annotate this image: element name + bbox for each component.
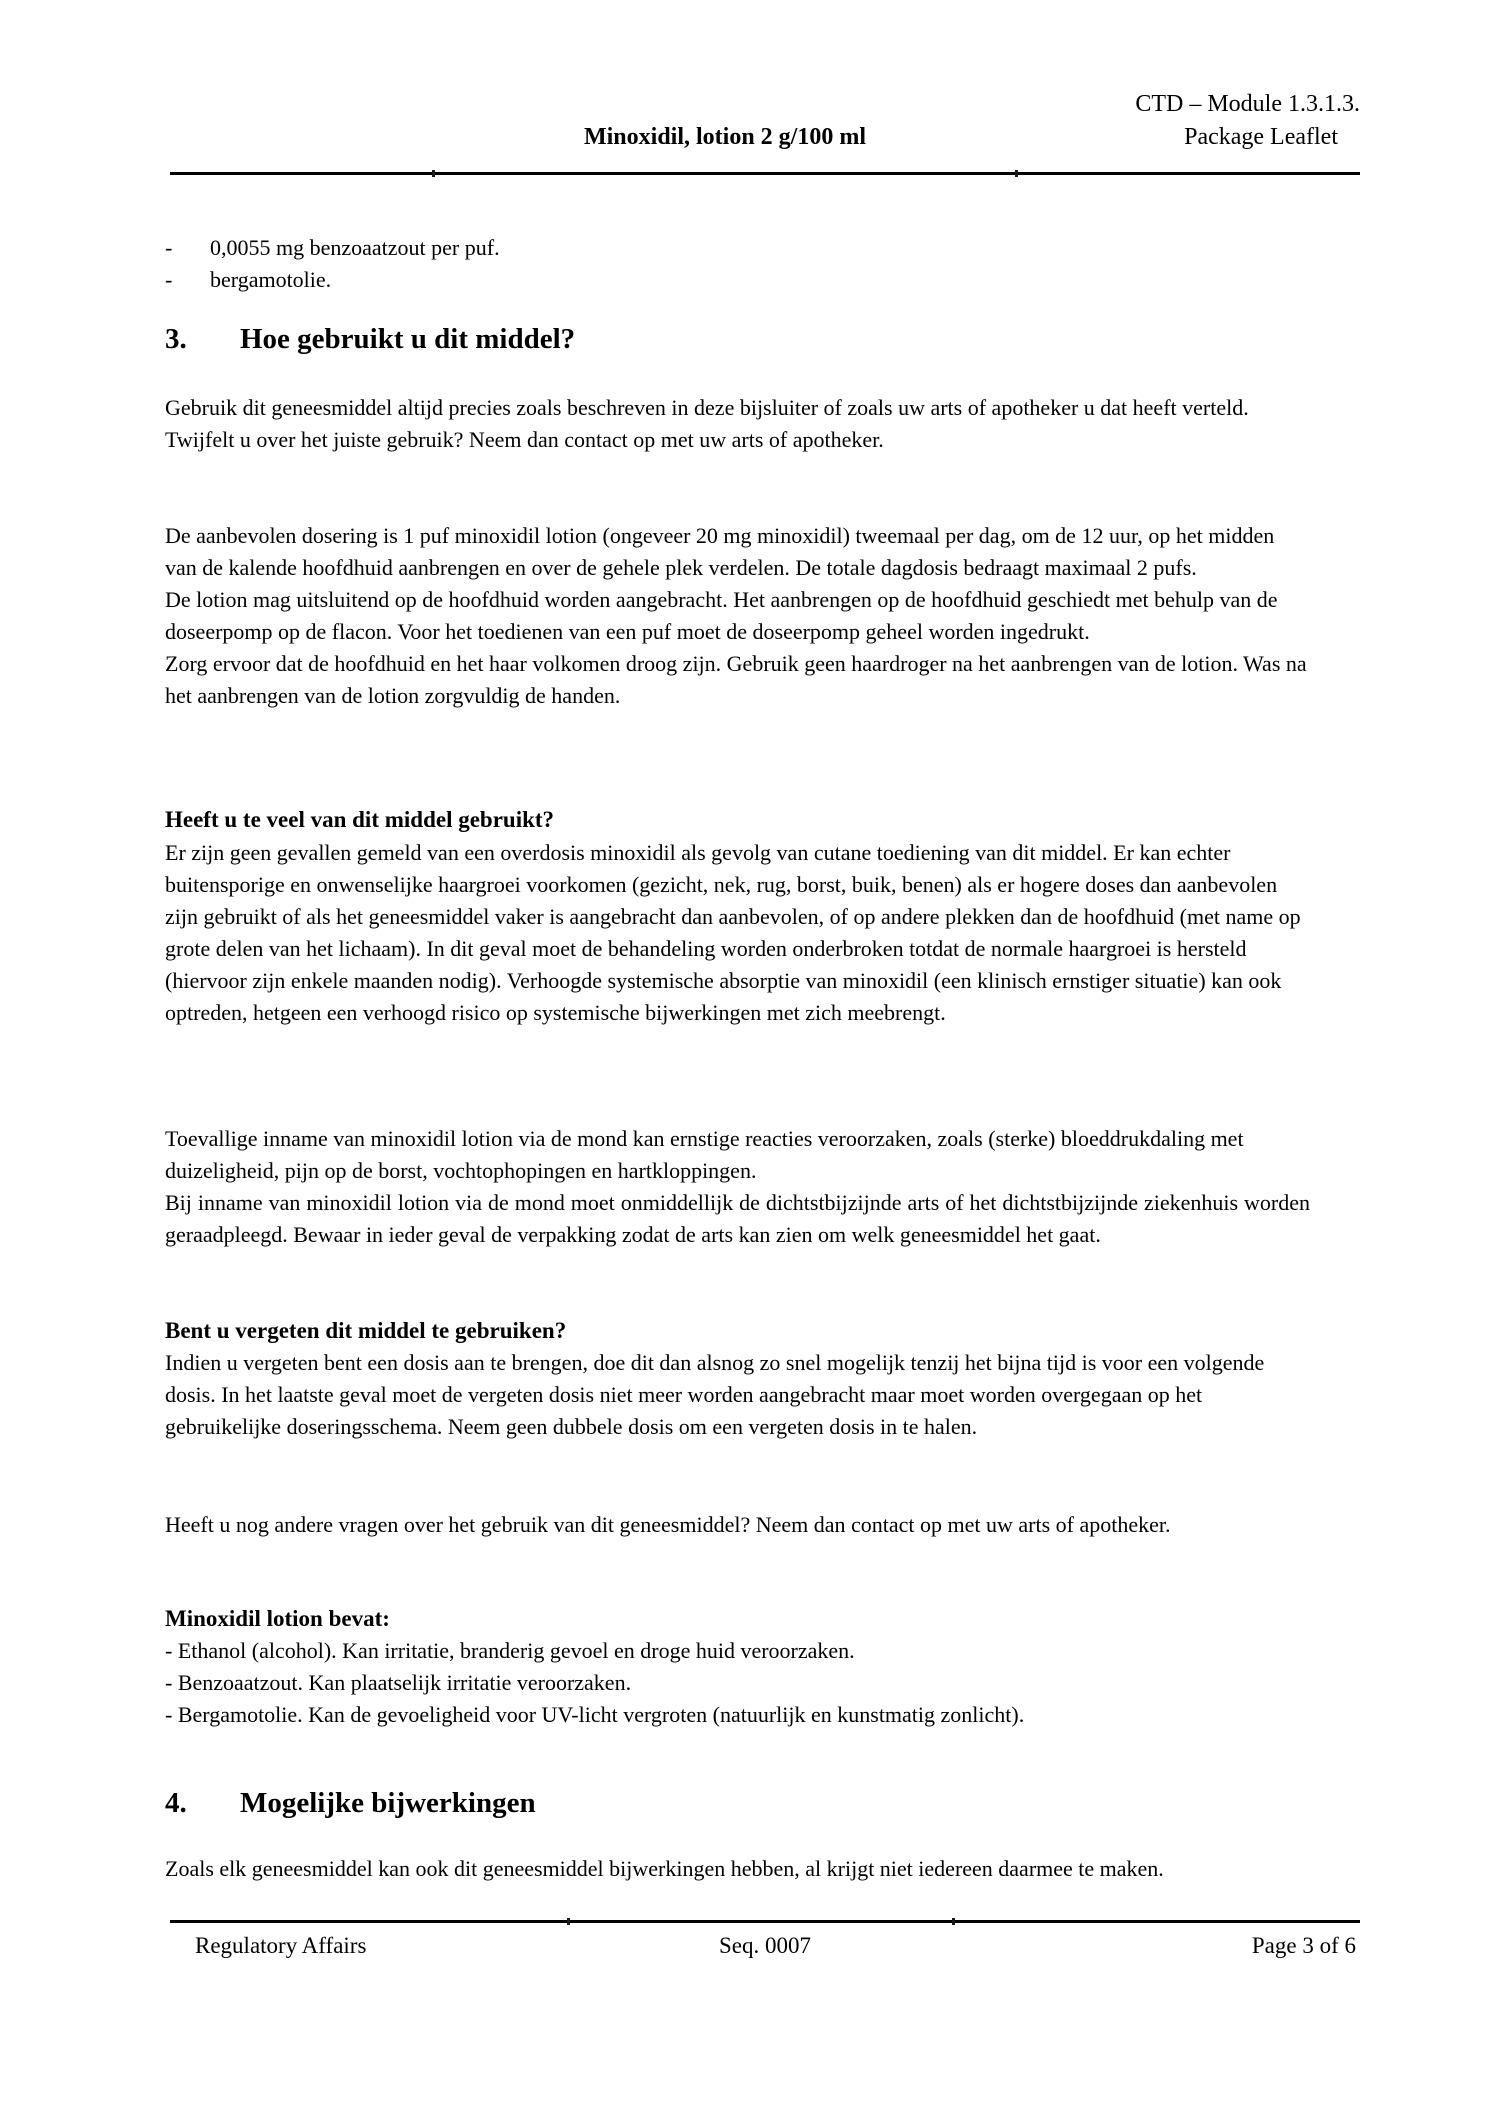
oral-intake-block xyxy=(165,1123,1310,1251)
footer-rule-tick xyxy=(567,1918,570,1925)
document-type-label: Package Leaflet xyxy=(1184,124,1338,150)
header-rule-tick xyxy=(432,170,435,177)
section-number: 3. xyxy=(165,323,187,355)
subheading-contains: Minoxidil lotion bevat: xyxy=(165,1606,390,1631)
footer-page-number: Page 3 of 6 xyxy=(1251,1933,1356,1958)
contains-list xyxy=(165,1635,1310,1731)
excipient-list xyxy=(165,232,1310,296)
header-module-line: CTD – Module 1.3.1.3. xyxy=(1135,91,1360,117)
excipient-item-text: 0,0055 mg benzoaatzout per puf. xyxy=(210,235,500,260)
paragraph-usage-intro: Gebruik dit geneesmiddel altijd precies zoals beschreven in deze bijsluiter of zoals uw arts of apotheker u dat heeft verteld. Twijfelt u over het juiste gebruik? Neem dan contact op met uw arts of apotheker. xyxy=(165,395,1249,452)
list-dash-marker: - xyxy=(165,267,173,292)
section-title: Mogelijke bijwerkingen xyxy=(240,1787,536,1819)
footer-rule-tick xyxy=(952,1918,955,1925)
paragraph-side-effects: Zoals elk geneesmiddel kan ook dit geneesmiddel bijwerkingen hebben, al krijgt niet iedereen daarmee te maken. xyxy=(165,1856,1164,1881)
section-3-heading xyxy=(165,322,1310,356)
section-title: Hoe gebruikt u dit middel? xyxy=(240,323,576,355)
subheading-forgot-dose: Bent u vergeten dit middel te gebruiken? xyxy=(165,1318,567,1343)
paragraph-forgot-dose: Indien u vergeten bent een dosis aan te brengen, doe dit dan alsnog zo snel mogelijk tenzij het bijna tijd is voor een volgende dosis. In het laatste geval moet de vergeten dosis niet meer worden aangebracht maar moet worden overgegaan op het gebruikelijke doseringsschema. Neem geen dubbele dosis om een vergeten dosis in te halen. xyxy=(165,1350,1265,1439)
excipient-item xyxy=(165,264,1310,296)
contains-item: - Ethanol (alcohol). Kan irritatie, branderig gevoel en droge huid veroorzaken. xyxy=(165,1638,855,1663)
document-title: Minoxidil, lotion 2 g/100 ml xyxy=(583,124,867,150)
section-number: 4. xyxy=(165,1787,187,1819)
header-title-row xyxy=(170,121,1360,155)
list-dash-marker: - xyxy=(165,235,173,260)
paragraph-oral-intake-2: Bij inname van minoxidil lotion via de mond moet onmiddellijk de dichtstbijzijnde arts of het dichtstbijzijnde ziekenhuis worden geraadpleegd. Bewaar in ieder geval de verpakking zodat de arts kan zien om welk geneesmiddel het gaat. xyxy=(165,1190,1310,1247)
section-4-heading xyxy=(165,1786,1310,1820)
footer-department: Regulatory Affairs xyxy=(195,1933,367,1958)
contains-item: - Benzoaatzout. Kan plaatselijk irritatie veroorzaken. xyxy=(165,1670,632,1695)
header-rule-tick xyxy=(1015,170,1018,177)
excipient-item-text: bergamotolie. xyxy=(210,267,332,292)
footer-rule xyxy=(170,1920,1360,1923)
subheading-overdose: Heeft u te veel van dit middel gebruikt? xyxy=(165,807,555,832)
paragraph-oral-intake-1: Toevallige inname van minoxidil lotion via de mond kan ernstige reacties veroorzaken, zoals (sterke) bloeddrukdaling met duizeligheid, pijn op de borst, vochtophopingen en hartkloppingen. xyxy=(165,1126,1244,1183)
paragraph-dosage-2: De lotion mag uitsluitend op de hoofdhuid worden aangebracht. Het aanbrengen op de hoofdhuid geschiedt met behulp van de doseerpomp op de flacon. Voor het toedienen van een puf moet de doseerpomp geheel worden ingedrukt. xyxy=(165,587,1278,644)
footer-sequence: Seq. 0007 xyxy=(719,1933,811,1958)
header-rule xyxy=(170,172,1360,175)
paragraph-dosage-1: De aanbevolen dosering is 1 puf minoxidil lotion (ongeveer 20 mg minoxidil) tweemaal per dag, om de 12 uur, op het midden van de kalende hoofdhuid aanbrengen en over de gehele plek verdelen. De totale dagdosis bedraagt maximaal 2 pufs. xyxy=(165,523,1275,580)
contains-item: - Bergamotolie. Kan de gevoeligheid voor UV-licht vergroten (natuurlijk en kunstmatig zonlicht). xyxy=(165,1702,1025,1727)
dosage-block xyxy=(165,520,1310,712)
excipient-item xyxy=(165,232,1310,264)
paragraph-overdose: Er zijn geen gevallen gemeld van een overdosis minoxidil als gevolg van cutane toediening van dit middel. Er kan echter buitensporige en onwenselijke haargroei voorkomen (gezicht, nek, rug, borst, buik, benen) als er hogere doses dan aanbevolen zijn gebruikt of als het geneesmiddel vaker is aangebracht dan aanbevolen, of op andere plekken dan de hoofdhuid (met name op grote delen van het lichaam). In dit geval moet de behandeling worden onderbroken totdat de normale haargroei is hersteld (hiervoor zijn enkele maanden nodig). Verhoogde systemische absorptie van minoxidil (een klinisch ernstiger situatie) kan ook optreden, hetgeen een verhoogd risico op systemische bijwerkingen met zich meebrengt. xyxy=(165,840,1301,1025)
paragraph-questions: Heeft u nog andere vragen over het gebruik van dit geneesmiddel? Neem dan contact op met uw arts of apotheker. xyxy=(165,1512,1171,1537)
paragraph-dosage-3: Zorg ervoor dat de hoofdhuid en het haar volkomen droog zijn. Gebruik geen haardroger na het aanbrengen van de lotion. Was na het aanbrengen van de lotion zorgvuldig de handen. xyxy=(165,651,1307,708)
